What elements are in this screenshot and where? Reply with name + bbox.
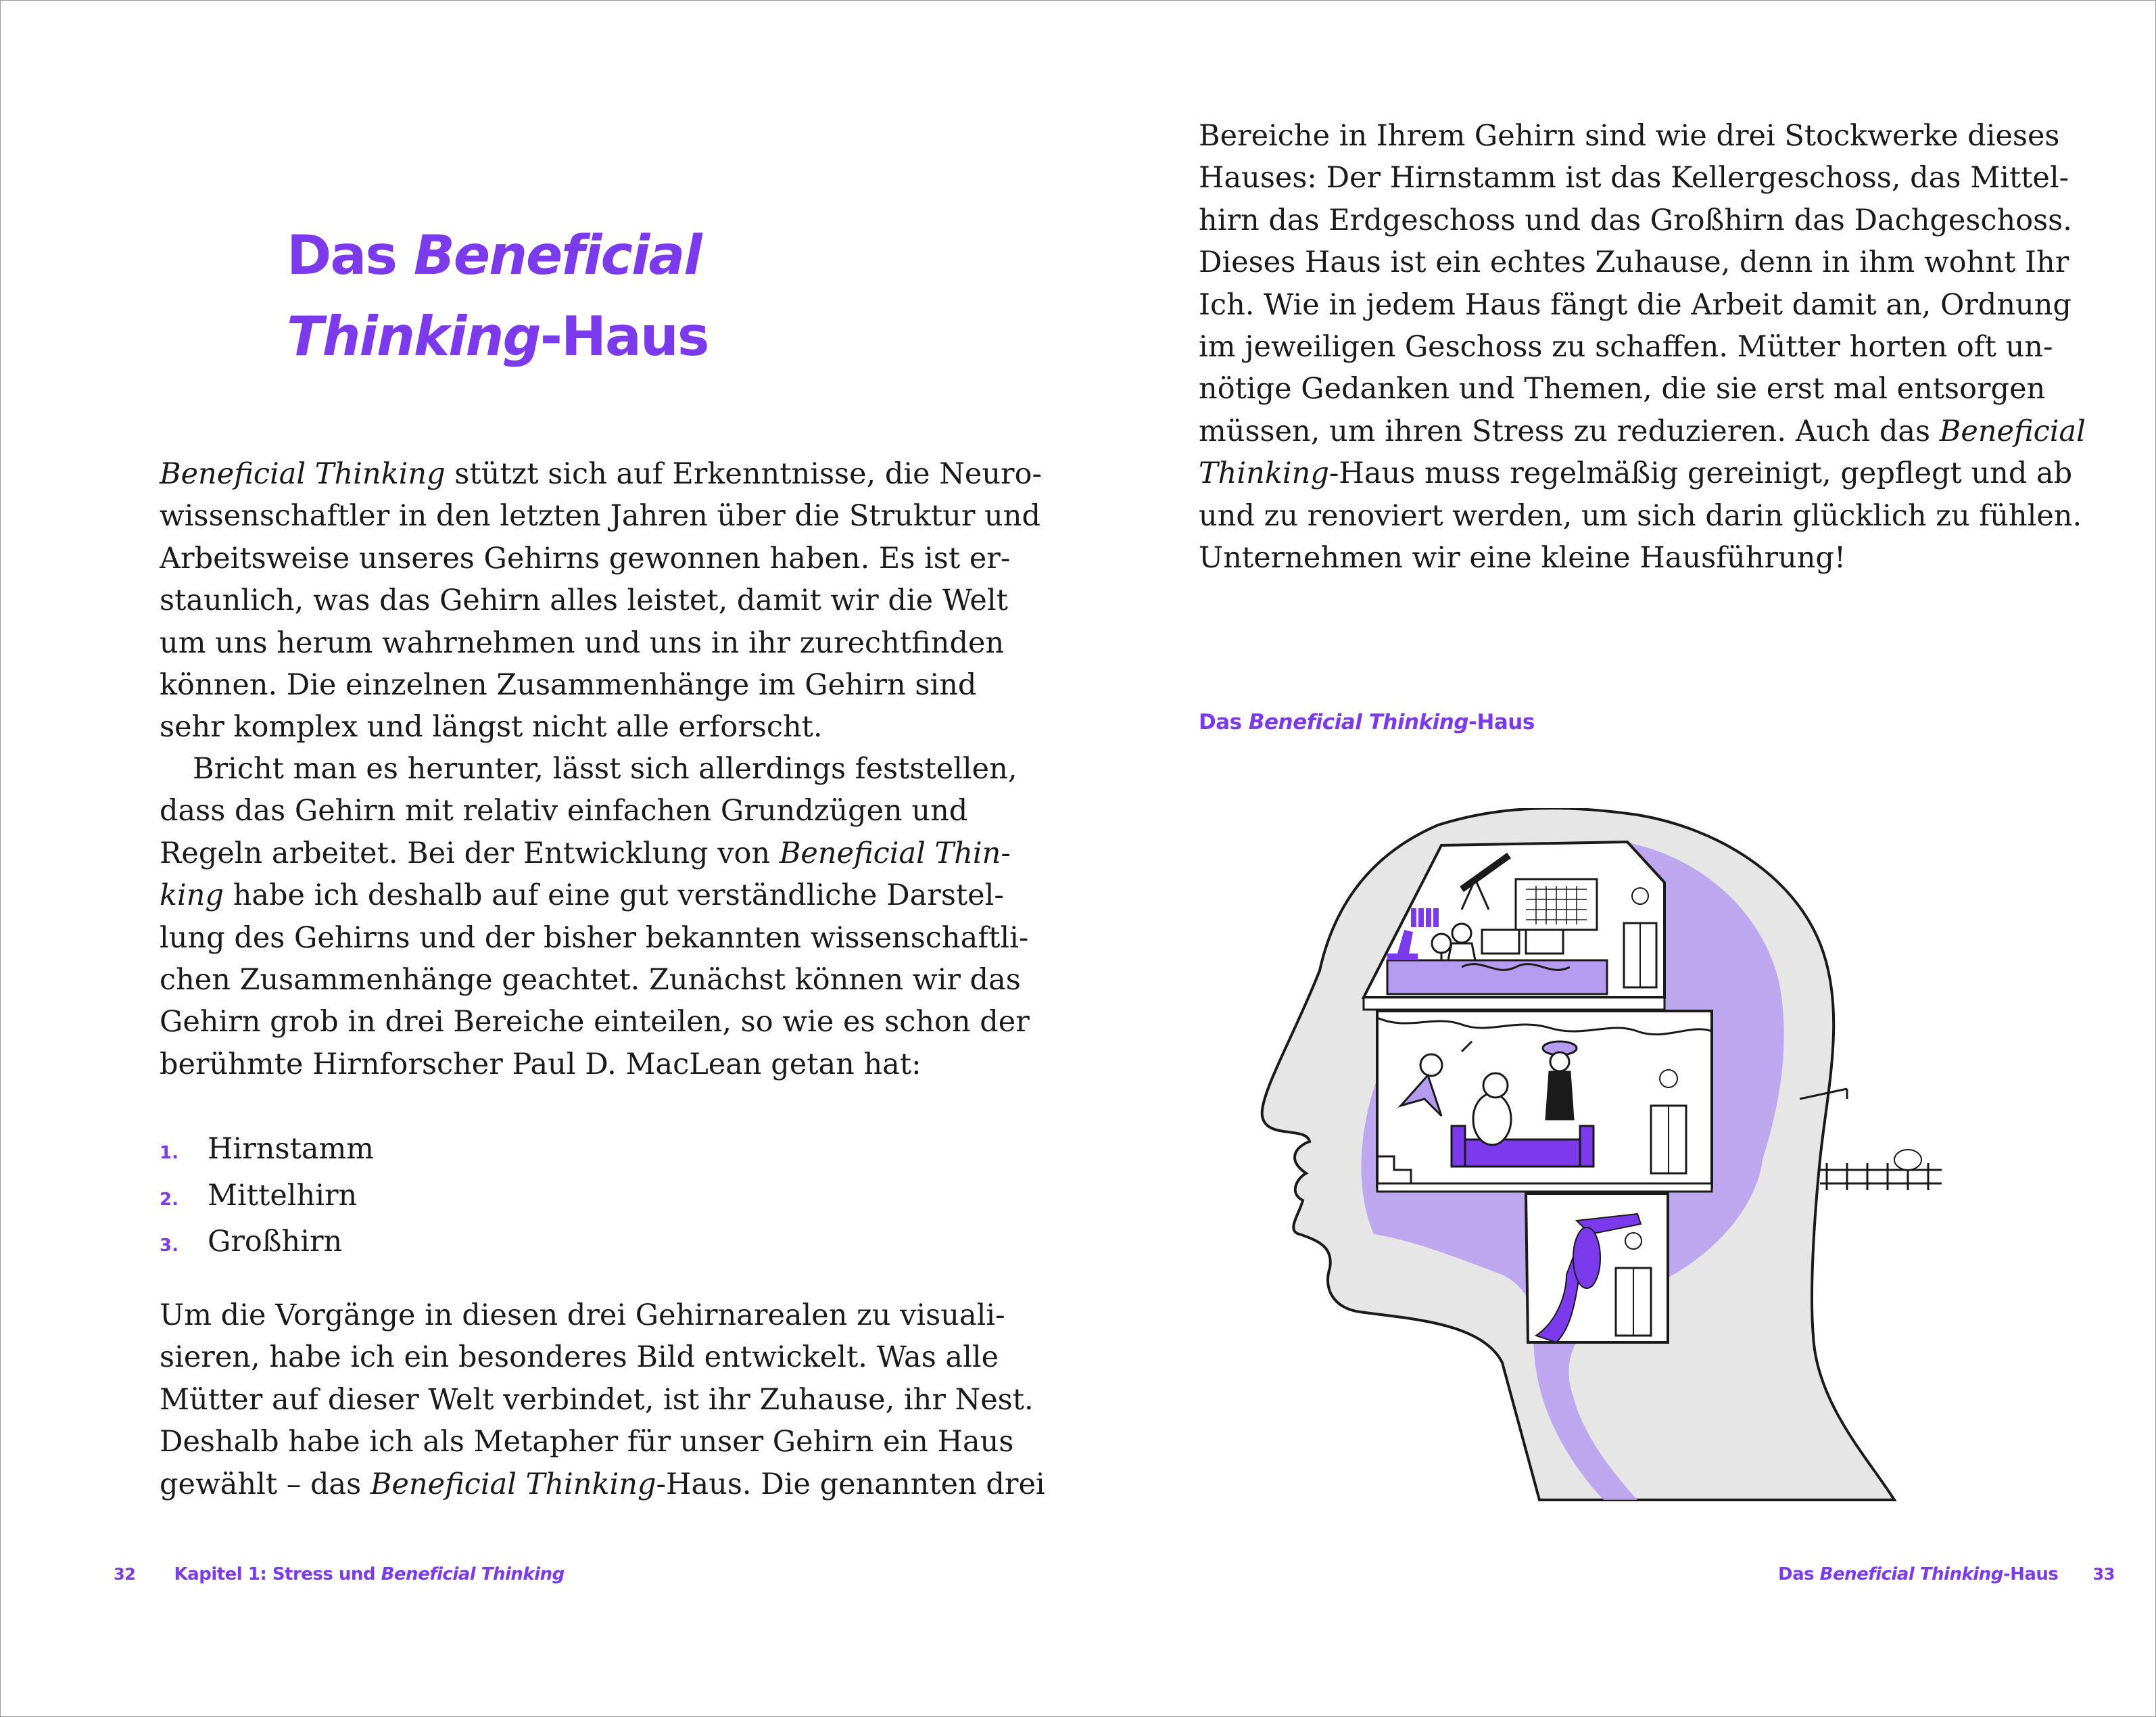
text-line: Thinking-Haus muss regelmäßig gereinigt, gepflegt und ab (1199, 456, 2073, 491)
elevator-icon (1624, 923, 1656, 987)
text-line: Beneficial Thinking stützt sich auf Erkenntnisse, die Neuro- (160, 457, 1042, 491)
text-line: dass das Gehirn mit relativ einfachen Grundzügen und (160, 794, 968, 828)
page-number: 33 (2092, 1565, 2115, 1584)
footer-right (1778, 1564, 2115, 1584)
text-line: Ich. Wie in jedem Haus fängt die Arbeit damit an, Ordnung (1199, 287, 2071, 322)
paragraph-maclean (160, 748, 1030, 1085)
footer-left (114, 1564, 565, 1584)
text-line: Um die Vorgänge in diesen drei Gehirnarealen zu visuali- (160, 1298, 1005, 1332)
text-line: um uns herum wahrnehmen und uns in ihr zurechtfinden (160, 626, 1005, 660)
text-line: Mütter auf dieser Welt verbindet, ist ihr Zuhause, ihr Nest. (160, 1382, 1034, 1417)
title-line-2: Thinking-Haus (287, 305, 709, 368)
text-line: berühmte Hirnforscher Paul D. MacLean getan hat: (160, 1047, 921, 1081)
numbered-list (160, 1128, 374, 1267)
running-head: Kapitel 1: Stress und Beneficial Thinking (174, 1564, 565, 1584)
text-line: Gehirn grob in drei Bereiche einteilen, so wie es schon der (160, 1005, 1030, 1039)
list-item: 3. Großhirn (160, 1225, 343, 1259)
list-item: 1. Hirnstamm (160, 1132, 375, 1166)
list-item: 2. Mittelhirn (160, 1178, 358, 1213)
title-line-1: Das Beneficial (287, 224, 701, 287)
paragraph-metaphor (160, 1294, 1045, 1505)
text-line: hirn das Erdgeschoss und das Großhirn das Dachgeschoss. (1199, 203, 2072, 237)
elevator-icon (1651, 1106, 1686, 1173)
text-line: im jeweiligen Geschoss zu schaffen. Mütter horten oft un- (1199, 330, 2053, 364)
page-title (287, 215, 708, 377)
running-head: Das Beneficial Thinking-Haus (1778, 1564, 2059, 1584)
text-line: und zu renoviert werden, um sich darin glücklich zu fühlen. (1199, 498, 2082, 533)
paragraph-house (1199, 115, 2086, 579)
text-line: lung des Gehirns und der bisher bekannten wissenschaftli- (160, 920, 1029, 955)
beneficial-thinking-house-illustration (1259, 808, 1955, 1501)
text-line: sieren, habe ich ein besonderes Bild entwickelt. Was alle (160, 1340, 999, 1375)
text-line: Unternehmen wir eine kleine Hausführung! (1199, 541, 1846, 575)
text-line: staunlich, was das Gehirn alles leistet, damit wir die Welt (160, 584, 1008, 618)
text-line: sehr komplex und längst nicht alle erforscht. (160, 710, 823, 745)
calendar-board-icon (1516, 879, 1597, 930)
text-line: Bricht man es herunter, lässt sich allerdings feststellen, (193, 752, 1017, 786)
figure-caption: Das Beneficial Thinking-Haus (1199, 710, 1535, 734)
text-line: Bereiche in Ihrem Gehirn sind wie drei Stockwerke dieses (1199, 119, 2060, 153)
text-line: Arbeitsweise unseres Gehirns gewonnen haben. Es ist er- (160, 541, 1011, 575)
text-line: wissenschaftler in den letzten Jahren über die Struktur und (160, 499, 1040, 534)
text-line: nötige Gedanken und Themen, die sie erst mal entsorgen (1199, 372, 2046, 406)
elevator-icon (1616, 1268, 1651, 1336)
hedgehog-icon (1894, 1150, 1921, 1170)
text-line: Dieses Haus ist ein echtes Zuhause, denn in ihm wohnt Ihr (1199, 245, 2069, 280)
text-line: können. Die einzelnen Zusammenhänge im Gehirn sind (160, 668, 977, 703)
text-line: Deshalb habe ich als Metapher für unser Gehirn ein Haus (160, 1425, 1014, 1459)
text-line: Hauses: Der Hirnstamm ist das Kellergeschoss, das Mittel- (1199, 161, 2069, 195)
page-number: 32 (114, 1565, 136, 1584)
text-line: müssen, um ihren Stress zu reduzieren. Auch das Beneficial (1199, 414, 2086, 448)
text-line: king habe ich deshalb auf eine gut verständliche Darstel- (160, 878, 1004, 913)
paragraph-intro (160, 453, 1042, 749)
text-line: gewählt – das Beneficial Thinking-Haus. Die genannten drei (160, 1467, 1045, 1501)
text-line: Regeln arbeitet. Bei der Entwicklung von Beneficial Thin- (160, 836, 1011, 870)
text-line: chen Zusammenhänge geachtet. Zunächst können wir das (160, 963, 1021, 997)
